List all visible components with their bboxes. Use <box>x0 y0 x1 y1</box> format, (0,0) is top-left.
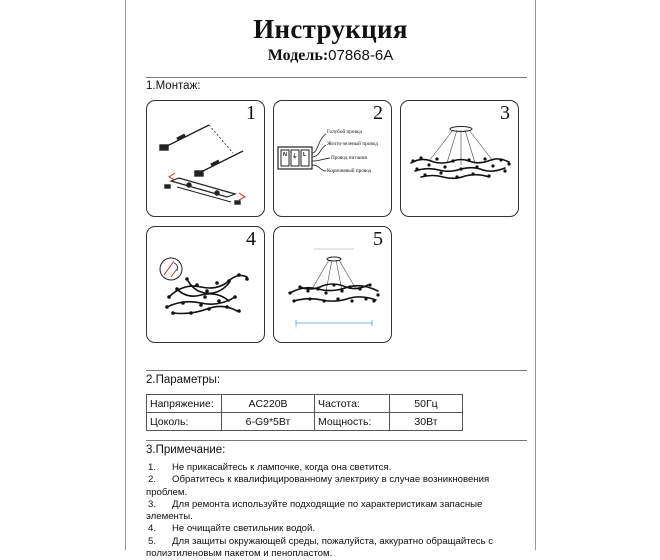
mounting-step-1-panel <box>146 100 265 217</box>
divider-parameters <box>146 370 527 371</box>
param-value-socket: 6-G9*5Вт <box>222 413 315 431</box>
wire-label-power: Провод питания <box>331 155 367 161</box>
param-label-socket: Цоколь: <box>147 413 222 431</box>
note-text: Не очищайте светильник водой. <box>172 523 316 535</box>
terminal-label-ground: ⏚ <box>292 154 298 160</box>
param-label-frequency: Частота: <box>315 395 390 413</box>
list-item <box>146 523 531 535</box>
mounting-step-5-panel <box>273 226 392 343</box>
note-number: 3. <box>148 498 157 510</box>
note-number: 5. <box>148 535 157 547</box>
list-item <box>146 499 531 524</box>
terminal-label-n: N <box>283 152 287 158</box>
note-text: Обратитесь к квалифицированному электрику в случае возникновения проблем. <box>146 474 490 498</box>
mounting-step-4-panel <box>146 226 265 343</box>
notes-heading: 3.Примечание: <box>146 444 226 456</box>
param-value-power: 30Вт <box>390 413 463 431</box>
parameters-table <box>146 394 463 431</box>
note-number: 1. <box>148 462 157 473</box>
list-item <box>146 536 531 560</box>
param-label-voltage: Напряжение: <box>147 395 222 413</box>
note-number: 4. <box>148 523 157 535</box>
mounting-step-3-panel <box>400 100 519 217</box>
param-value-voltage: AC220B <box>222 395 315 413</box>
model-number: 07868-6A <box>328 47 394 64</box>
model-line <box>126 47 535 65</box>
divider-top <box>146 77 527 78</box>
param-label-power: Мощность: <box>315 413 390 431</box>
ceiling-screw-illustration <box>147 101 266 218</box>
step-number: 1 <box>246 102 256 124</box>
table-row <box>147 413 463 431</box>
step-number: 3 <box>500 102 510 124</box>
finished-chandelier-illustration <box>274 227 393 344</box>
parameters-heading: 2.Параметры: <box>146 374 221 386</box>
param-value-frequency: 50Гц <box>390 395 463 413</box>
branch-assembly-illustration <box>147 227 266 344</box>
list-item <box>146 462 531 474</box>
note-number: 2. <box>148 474 157 486</box>
instruction-sheet <box>125 0 536 560</box>
step-number: 4 <box>246 228 256 250</box>
mounting-step-2-panel <box>273 100 392 217</box>
wire-label-brown: Коричневый провод <box>327 168 372 174</box>
step-number: 5 <box>373 228 383 250</box>
step-number: 2 <box>373 102 383 124</box>
table-row <box>147 395 463 413</box>
note-text: Для ремонта используйте подходящие по характеристикам запасные элементы. <box>146 498 483 523</box>
mounting-heading: 1.Монтаж: <box>146 80 201 92</box>
chandelier-illustration <box>401 101 520 218</box>
wire-label-yellow-green: Желто-зеленый провод <box>327 141 378 147</box>
list-item <box>146 474 531 499</box>
wire-label-blue: Голубой провод <box>327 129 362 135</box>
model-label: Модель: <box>267 47 329 64</box>
note-text: Не прикасайтесь к лампочке, когда она светится. <box>172 462 392 473</box>
notes-list <box>146 462 531 560</box>
divider-notes <box>146 440 527 441</box>
note-text: Для защиты окружающей среды, пожалуйста, аккуратно обращайтесь с полиэтиленовым пакетом и пенопластом. <box>146 535 494 560</box>
document-title: Инструкция <box>253 14 408 44</box>
terminal-label-l: L <box>303 152 307 158</box>
